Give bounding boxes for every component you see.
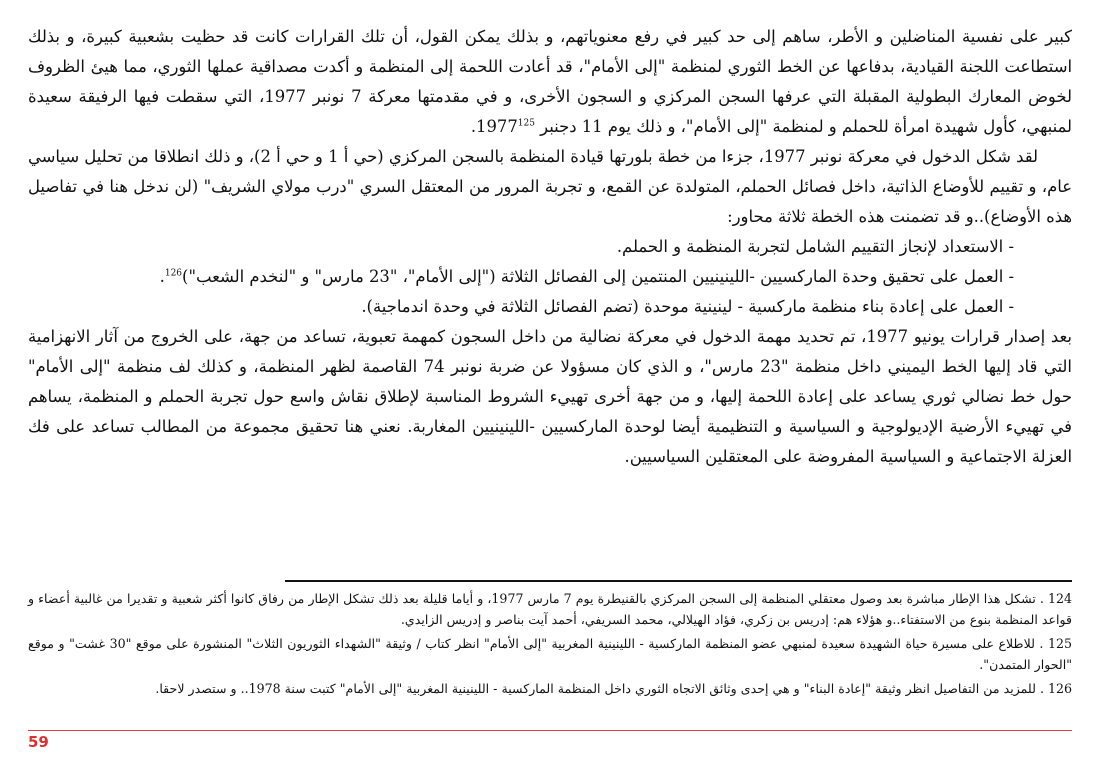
list-item-2-text: - العمل على تحقيق وحدة الماركسيين -اللينينيين المنتمين إلى الفصائل الثلاثة ("إلى الأمام"، "23 مارس" و "لنخدم الشعب") — [182, 267, 1014, 286]
footnote-separator — [285, 580, 1072, 582]
paragraph-3: بعد إصدار قرارات يونيو 1977، تم تحديد مهمة الدخول في معركة نضالية من داخل السجون كمهمة تعبوية، تساعد من جهة، على الخروج من آثار الانهزامية التي قاد إليها الخط اليميني داخل منظمة "23 مارس"، و الذي كان مسؤولا عن ضربة نونبر 74 القاصمة لظهر المنظمة، و كذلك لف منظمة "إلى الأمام" حول خط نضالي ثوري يساعد على إعادة اللحمة إليها، و من جهة أخرى تهييء الشروط المناسبة لإطلاق نقاش واسع حول تجربة الحملم و المنظمة، يساهم في تهييء الأرضية الإديولوجية و السياسية و التنظيمية أيضا لوحدة الماركسيين -اللينينيين المغاربة. نعني هنا تحقيق مجموعة من المطالب تساعد على فك العزلة الاجتماعية و السياسية المفروضة على المعتقلين السياسيين. — [28, 327, 1072, 466]
footnote-126: 126 . للمزيد من التفاصيل انظر وثيقة "إعادة البناء" و هي إحدى وثائق الاتجاه الثوري داخل المنظمة الماركسية - اللينينية المغربية "إلى الأمام" كتبت سنة 1978.. و ستصدر لاحقا. — [155, 681, 1072, 696]
footnotes — [28, 588, 1072, 702]
footnote-ref-126[interactable]: 126 — [164, 268, 183, 279]
paragraph-1-end: . — [470, 117, 477, 136]
bottom-rule — [28, 730, 1072, 731]
paragraph-1 — [28, 22, 1072, 142]
list-item-2 — [28, 262, 1072, 292]
footnote-ref-125[interactable]: 125 — [517, 118, 535, 129]
footnote-125: 125 . للاطلاع على مسيرة حياة الشهيدة سعيدة لمنبهي عضو المنظمة الماركسية - اللينينية المغربية "إلى الأمام" انظر كتاب / وثيقة "الشهداء الثوريون الثلاث" المنشورة على موقع "30 غشت" و موقع "الحوار المتمدن". — [28, 636, 1072, 672]
page-number: 59 — [28, 733, 49, 751]
paragraph-1-text: كبير على نفسية المناضلين و الأطر، ساهم إلى حد كبير في رفع معنوياتهم، و بذلك يمكن القول، أن تلك القرارات كانت قد حظيت بشعبية كبيرة، و بذلك استطاعت اللجنة القيادية، بدفاعها عن الخط الثوري لمنظمة "إلى الأمام"، قد أعادت اللحمة إلى المنظمة و أكدت مصداقية عملها الثوري، مما هيئ الظروف لخوض المعارك البطولية المقبلة التي عرفها السجن المركزي و السجون الأخرى، و في مقدمتها معركة 7 نونبر 1977، التي سقطت فيها الرفيقة سعيدة لمنبهي، كأول شهيدة امرأة للحملم و لمنظمة "إلى الأمام"، و ذلك يوم 11 دجنبر 1977 — [28, 27, 1072, 136]
list-item-3: - العمل على إعادة بناء منظمة ماركسية - لينينية موحدة (تضم الفصائل الثلاثة في وحدة اندماجية). — [361, 297, 1014, 316]
main-text — [28, 22, 1072, 472]
list-item-1: - الاستعداد لإنجاز التقييم الشامل لتجربة المنظمة و الحملم. — [616, 237, 1014, 256]
footnote-124: 124 . تشكل هذا الإطار مباشرة بعد وصول معتقلي المنظمة إلى السجن المركزي بالقنيطرة يوم 7 مارس 1977، و أياما قليلة بعد ذلك تشكل الإطار من رفاق كانوا أكثر شعبية و تقديرا من غالبية أعضاء و قواعد المنظمة بنوع من الاستفتاء..و هؤلاء هم: إدريس بن زكري، فؤاد الهيلالي، محمد السريفي، أحمد آيت بناصر و إدريس الزايدي. — [28, 591, 1072, 627]
paragraph-2: لقد شكل الدخول في معركة نونبر 1977، جزءا من خطة بلورتها قيادة المنظمة بالسجن المركزي (حي أ 1 و حي أ 2)، و ذلك انطلاقا من تحليل سياسي عام، و تقييم للأوضاع الذاتية، داخل فصائل الحملم، المتولدة عن القمع، و تجربة المرور من المعتقل السري "درب مولاي الشريف" (لن ندخل هنا في تفاصيل هذه الأوضاع)..و قد تضمنت هذه الخطة ثلاثة محاور: — [28, 147, 1072, 226]
list-item-2-end: . — [159, 267, 165, 286]
